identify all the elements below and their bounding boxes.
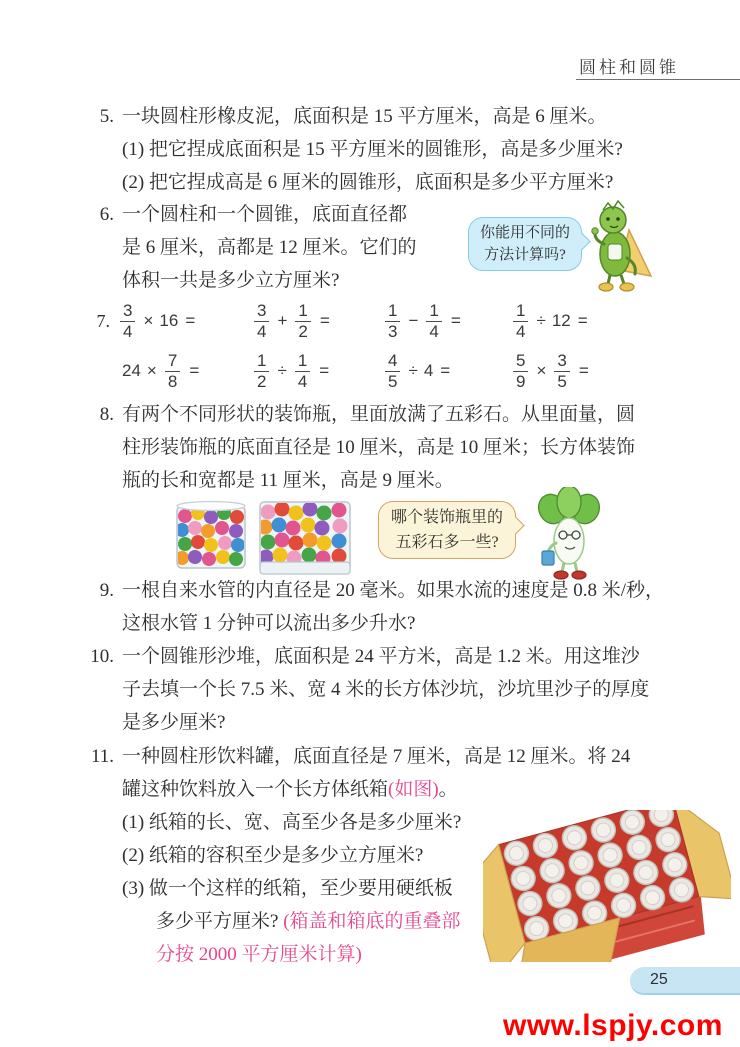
problem-line: 这根水管 1 分钟可以流出多少升水? <box>122 613 416 634</box>
fraction: $\frac{3}{4}$ <box>254 301 269 341</box>
fraction: $\frac{1}{3}$ <box>385 301 400 341</box>
problem-5 <box>88 100 623 199</box>
math-expression: $\frac{5}{9}$ × $\frac{3}{5}$ = <box>511 346 589 396</box>
fraction: $\frac{7}{8}$ <box>165 351 180 391</box>
problem-number: 6. <box>99 204 114 225</box>
page-number: 25 <box>650 971 668 988</box>
figure-reference: (如图) <box>388 779 439 800</box>
speech-bubble-text: 你能用不同的 <box>480 225 571 241</box>
header-divider <box>576 79 740 80</box>
math-expression: $\frac{1}{2}$ ÷ $\frac{1}{4}$ = <box>252 346 329 396</box>
problem-line: 柱形装饰瓶的底面直径是 10 厘米，高是 10 厘米；长方体装饰 <box>122 437 636 458</box>
math-expression: $\frac{4}{5}$ ÷ 4 = <box>383 346 450 396</box>
problem-number: 10. <box>90 646 114 667</box>
problem-9 <box>88 574 664 640</box>
fraction: $\frac{1}{4}$ <box>426 301 441 341</box>
problem-line: 罐这种饮料放入一个长方体纸箱(如图)。 <box>122 779 458 800</box>
problem-subitem: (2) 纸箱的容积至少是多少立方厘米? <box>122 845 424 866</box>
cabbage-mascot-icon <box>528 487 612 581</box>
problem-line: 体积一共是多少立方厘米? <box>122 270 340 291</box>
problem-10 <box>88 640 649 739</box>
decorative-bottles-image <box>164 492 356 580</box>
fraction: $\frac{3}{4}$ <box>120 301 135 341</box>
problem-number: 8. <box>99 404 114 425</box>
speech-bubble-calc-methods <box>468 217 582 271</box>
problem-subitem: 多少平方厘米? (箱盖和箱底的重叠部 <box>156 911 461 932</box>
fraction: $\frac{5}{9}$ <box>513 351 528 391</box>
problem-line: 一种圆柱形饮料罐，底面直径是 7 厘米，高是 12 厘米。将 24 <box>122 746 631 767</box>
speech-bubble-text: 哪个装饰瓶里的 <box>391 509 504 526</box>
problem-subitem: 分按 2000 平方厘米计算) <box>156 944 362 965</box>
fraction: $\frac{1}{4}$ <box>513 301 528 341</box>
problem-line: 子去填一个长 7.5 米、宽 4 米的长方体沙坑，沙坑里沙子的厚度 <box>122 679 650 700</box>
problem-number: 7. <box>96 310 110 331</box>
speech-bubble-text: 五彩石多一些? <box>395 534 499 551</box>
math-expression: $\frac{1}{4}$ ÷ 12 = <box>511 296 588 346</box>
page-title: 圆柱和圆锥 <box>579 58 679 77</box>
problem-line: 是 6 厘米，高都是 12 厘米。它们的 <box>122 237 417 258</box>
page-number-badge <box>630 967 740 995</box>
problem-number: 11. <box>90 746 114 767</box>
problem-line: 一个圆柱和一个圆锥，底面直径都 <box>122 204 408 225</box>
watermark-text: www.lspjy.com <box>503 1009 723 1042</box>
cricket-mascot-icon <box>577 196 663 294</box>
problem-subitem: (1) 纸箱的长、宽、高至少各是多少厘米? <box>122 812 462 833</box>
fraction: $\frac{1}{2}$ <box>295 301 310 341</box>
problem-subitem: (1) 把它捏成底面积是 15 平方厘米的圆锥形，高是多少厘米? <box>122 139 623 160</box>
math-expression: $\frac{1}{3}$ − $\frac{1}{4}$ = <box>383 296 461 346</box>
math-expression: $\frac{3}{4}$ × 16 = <box>118 296 195 346</box>
problem-line: 一块圆柱形橡皮泥，底面积是 15 平方厘米，高是 6 厘米。 <box>122 106 607 127</box>
problem-subitem: (2) 把它捏成高是 6 厘米的圆锥形，底面积是多少平方厘米? <box>122 172 614 193</box>
fraction: $\frac{1}{2}$ <box>254 351 269 391</box>
fraction: $\frac{1}{4}$ <box>295 351 310 391</box>
problem-subitem: (3) 做一个这样的纸箱，至少要用硬纸板 <box>122 878 453 899</box>
speech-bubble-which-bottle <box>378 501 516 559</box>
problem-line: 一根自来水管的内直径是 20 毫米。如果水流的速度是 0.8 米/秒， <box>122 580 665 601</box>
problem-number: 5. <box>99 106 114 127</box>
problem-line: 有两个不同形状的装饰瓶，里面放满了五彩石。从里面量，圆 <box>122 404 636 425</box>
math-expression: 24 × $\frac{7}{8}$ = <box>122 350 200 391</box>
problem-line: 是多少厘米? <box>122 712 226 733</box>
problem-8 <box>88 398 635 497</box>
problem-line: 一个圆锥形沙堆，底面积是 24 平方米，高是 1.2 米。用这堆沙 <box>122 646 640 667</box>
problem-line: 瓶的长和宽都是 11 厘米，高是 9 厘米。 <box>122 470 454 491</box>
speech-bubble-tail <box>506 516 524 534</box>
speech-bubble-text: 方法计算吗? <box>484 247 566 263</box>
problem-6 <box>88 198 417 297</box>
fraction: $\frac{3}{5}$ <box>554 351 569 391</box>
can-box-image <box>483 810 731 962</box>
fraction: $\frac{4}{5}$ <box>385 351 400 391</box>
math-expression: $\frac{3}{4}$ + $\frac{1}{2}$ = <box>252 296 330 346</box>
problem-number: 9. <box>99 580 114 601</box>
